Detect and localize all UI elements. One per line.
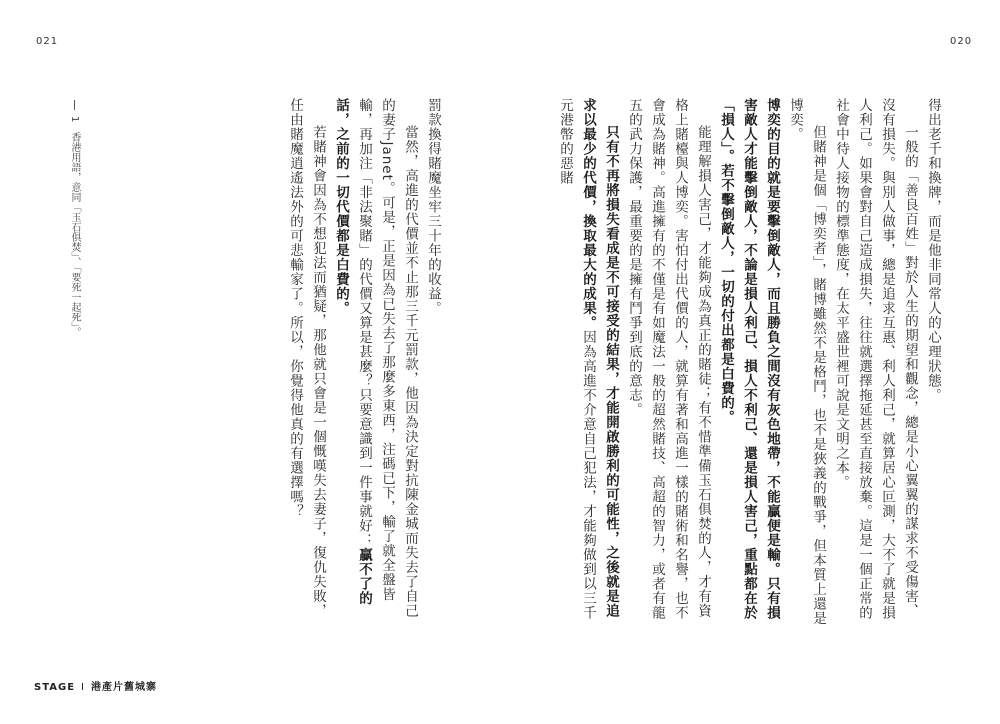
- paragraph: [553, 98, 622, 628]
- page-number-right: 020: [950, 36, 973, 47]
- paragraph: 得出老千和換牌，而是他非同常人的心理狀態。: [925, 98, 941, 403]
- paragraph: [329, 98, 421, 628]
- paragraph-bold: [714, 98, 783, 628]
- paragraph: 能理解損人害己，才能夠成為真正的賭徒；有不惜準備玉石俱焚的人，才有資格上賭檯與人博奕。害怕付出代價的人，就算有著和高進一樣的賭術和名譽，也不會成為賭神。高進擁有的不僅是有如魔法一般的超然賭技、高超的智力，或者有龍五的武力保護，最重要的是擁有鬥爭到底的意志。: [626, 98, 711, 620]
- text-run: 因為高進不介意自己犯法，才能夠做到以三千元港幣的惡賭: [557, 98, 596, 620]
- right-page-text: [557, 98, 944, 628]
- bold-text: 只有不再將損失看成是不可接受的結果，才能開啟勝利的可能性，之後就是追求以最少的代價，換取最大的成果。: [580, 98, 619, 618]
- bold-text: 贏不了的話，之前的一切代價都是白費的。: [333, 98, 372, 606]
- footer-chapter: 港產片舊城寨: [90, 682, 157, 693]
- footnote: 1 香港用語，意同「玉石俱焚」、「要死一起死」。: [69, 116, 80, 338]
- bold-text: 博奕的目的就是要擊倒敵人，而且勝負之間沒有灰色地帶，不能贏便是輸。只有損害敵人才能擊倒敵人，不論是損人利己、損人不利己、還是損人害己，重點都在於「損人」。若不擊倒敵人，一切的付出都是白費的。: [718, 98, 780, 620]
- paragraph: 若賭神會因為不想犯法而猶疑，那他就只會是一個慨嘆失去妻子，復仇失敗，任由賭魔逍遙法外的可悲輸家了。所以，你覺得他真的有選擇嗎？: [287, 98, 326, 618]
- paragraph: 罰款換得賭魔坐牢三十年的收益。: [425, 98, 441, 316]
- text-run: 當然，高進的代價並不止那三千元罰款，他因為決定對抗陳金城而失去了自己的妻子Janet。可是，正是因為已失去了那麼多東西，注碼已下，輸了就全盤皆輸，再加注「非法聚賭」的代價又算是甚麼？只要意識到一件事就好：: [356, 98, 418, 618]
- footnote-rule: [74, 100, 75, 110]
- paragraph: 一般的「善良百姓」對於人生的期望和觀念，總是小心翼翼的謀求不受傷害、沒有損失。與別人做事，總是追求互惠、利人利己，就算居心叵測，大不了就是損人利己。如果會對自己造成損失，往往就選擇拖延甚至直接放棄。這是一個正常的社會中待人接物的標準態度，在太平盛世裡可說是文明之本。: [833, 98, 918, 620]
- page-number-left: 021: [36, 36, 59, 47]
- footer-stage: STAGE: [34, 682, 76, 693]
- running-footer: [34, 678, 157, 693]
- paragraph: 但賭神是個「博奕者」，賭博雖然不是格鬥，也不是狹義的戰爭，但本質上還是博奕。: [787, 98, 826, 626]
- footer-separator: I: [81, 682, 85, 693]
- left-page-text: [254, 98, 444, 628]
